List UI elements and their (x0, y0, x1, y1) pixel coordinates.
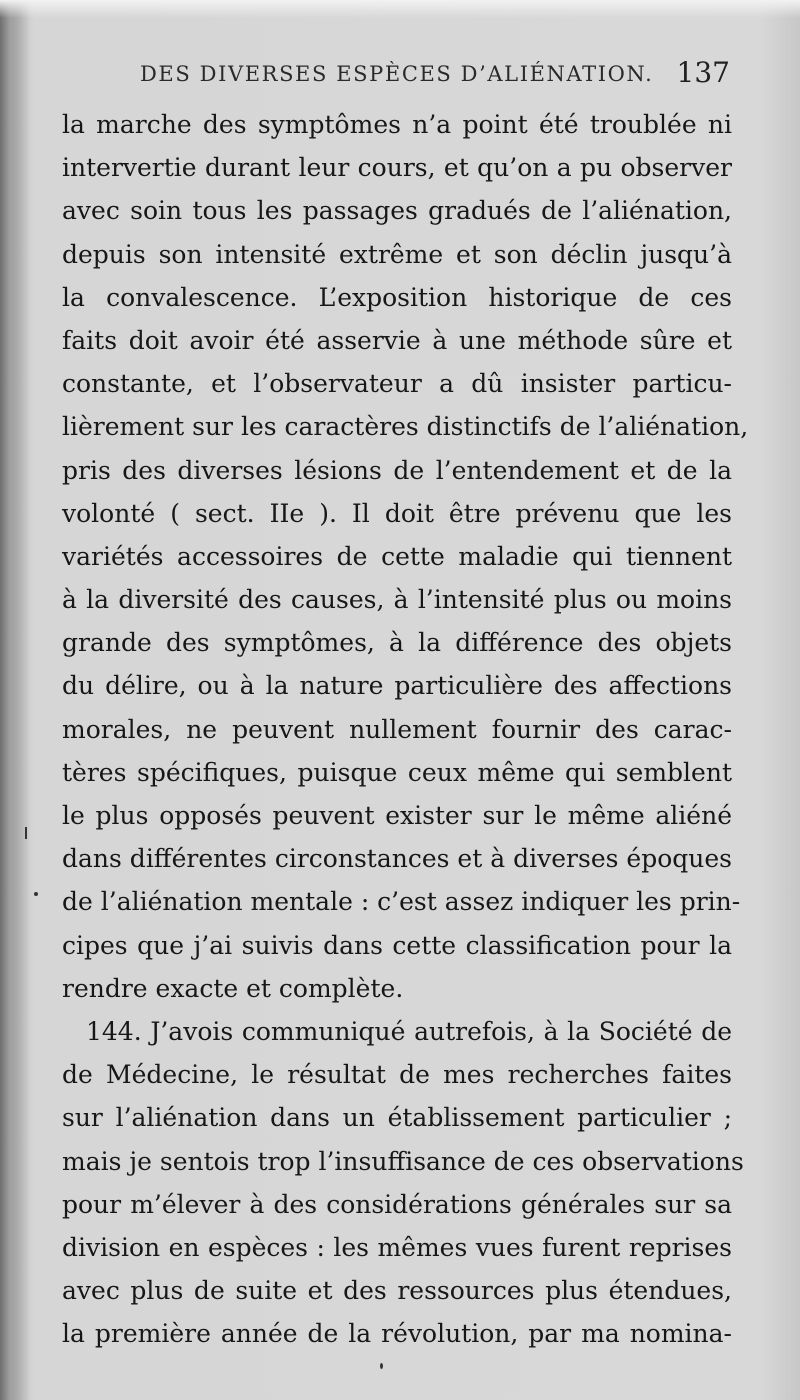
paragraph-first-line: 144. J’avois communiqué autrefois, à la Société de (86, 1016, 732, 1046)
text-line: pris des diverses lésions de l’entendement et de la (62, 455, 732, 485)
running-title: DES DIVERSES ESPÈCES D’ALIÉNATION. (140, 62, 654, 86)
page-number: 137 (676, 56, 730, 89)
text-line: la marche des symptômes n’a point été troublée ni (62, 110, 732, 139)
text-line: constante, et l’observateur a dû insister particu- (62, 369, 732, 399)
text-line: avec soin tous les passages gradués de l’aliénation, (62, 196, 732, 226)
text-line: dans différentes circonstances et à diverses époques (62, 844, 732, 874)
text-line: grande des symptômes, à la différence des objets (62, 628, 732, 658)
scan-speck (25, 827, 27, 839)
text-line: du délire, ou à la nature particulière des affections (62, 671, 732, 701)
text-line: la convalescence. L’exposition historique de ces (62, 282, 732, 312)
text-line: de Médecine, le résultat de mes recherches faites (62, 1060, 732, 1090)
text-line: tères spécifiques, puisque ceux même qui semblent (62, 757, 732, 787)
text-line: faits doit avoir été asservie à une méthode sûre et (62, 325, 732, 355)
text-line: à la diversité des causes, à l’intensité plus ou moins (62, 585, 732, 615)
text-line: intervertie durant leur cours, et qu’on a pu observer (62, 153, 732, 183)
text-line: lièrement sur les caractères distinctifs de l’aliénation, (62, 412, 749, 442)
paragraph-last-line: rendre exacte et complète. (62, 973, 404, 1003)
text-line: division en espèces : les mêmes vues furent reprises (62, 1232, 732, 1262)
body-text (62, 103, 749, 1355)
page-header (140, 54, 740, 92)
text-line: depuis son intensité extrême et son déclin jusqu’à (62, 239, 732, 269)
text-line: sur l’aliénation dans un établissement particulier ; (62, 1103, 732, 1133)
text-line: la première année de la révolution, par ma nomina- (62, 1319, 732, 1349)
scan-speck (380, 1363, 383, 1369)
text-line: variétés accessoires de cette maladie qui tiennent (62, 541, 732, 571)
text-line: pour m’élever à des considérations générales sur sa (62, 1189, 732, 1219)
text-line: de l’aliénation mentale : c’est assez indiquer les prin- (62, 887, 741, 917)
text-line: volonté ( sect. IIe ). Il doit être prévenu que les (62, 498, 732, 528)
text-line: le plus opposés peuvent exister sur le même aliéné (62, 801, 732, 830)
text-line: mais je sentois trop l’insuffisance de ces observations (62, 1146, 744, 1176)
text-line: avec plus de suite et des ressources plus étendues, (62, 1276, 732, 1306)
text-line: morales, ne peuvent nullement fournir des carac- (62, 714, 732, 744)
text-line: cipes que j’ai suivis dans cette classification pour la (62, 930, 732, 960)
scan-speck (34, 892, 38, 896)
